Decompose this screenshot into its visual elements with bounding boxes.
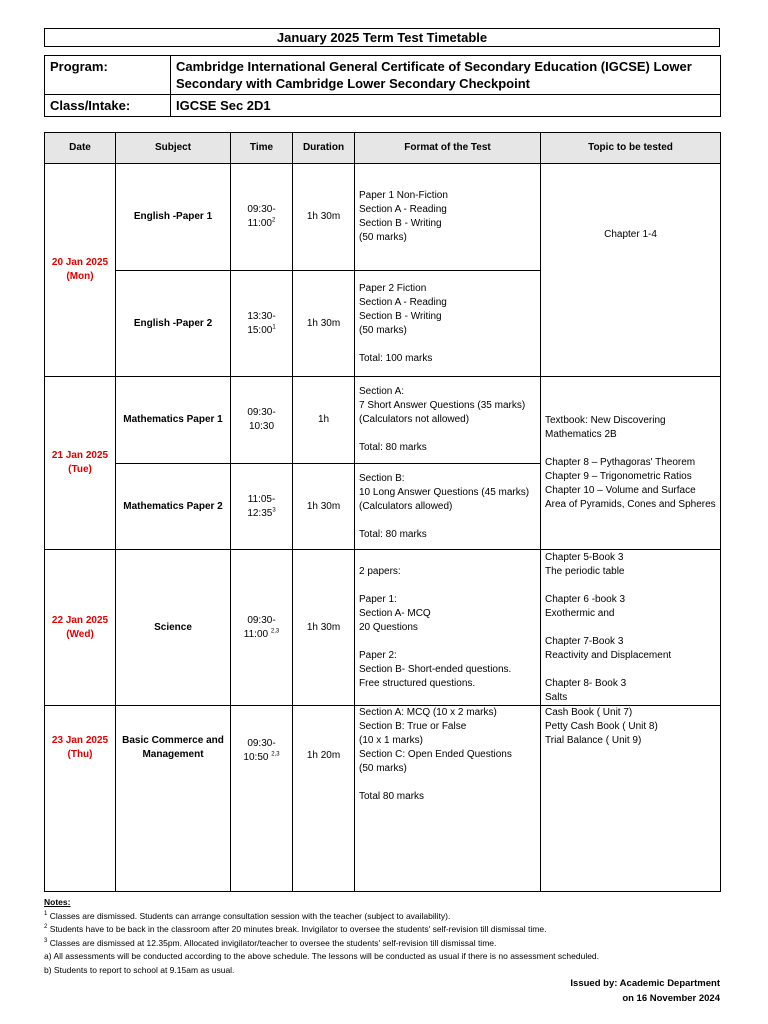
- time-cell: [231, 464, 293, 550]
- time-end: 12:35: [247, 507, 273, 519]
- note-b: b) Students to report to school at 9.15am as usual.: [44, 964, 235, 975]
- date-cell: [45, 550, 116, 706]
- day-text: (Wed): [66, 628, 94, 640]
- header-row: [45, 133, 721, 164]
- date-text: 22 Jan 2025: [51, 614, 109, 626]
- time-cell: [231, 706, 293, 892]
- date-text: 21 Jan 2025: [51, 450, 109, 461]
- topic-cell: Chapter 1-4: [541, 164, 721, 377]
- table-row: [45, 550, 721, 706]
- issued-block: [570, 976, 720, 1006]
- time-end: 11:00: [247, 218, 272, 229]
- note-2-marker: 2: [44, 924, 48, 931]
- topic-cell: Chapter 5-Book 3 The periodic table Chapter 6 -book 3 Exothermic and Chapter 7-Book 3 Reactivity and Displacement Chapter 8- Book 3 Salts: [541, 550, 721, 706]
- time-cell: [231, 550, 293, 706]
- note-a: a) All assessments will be conducted according to the above schedule. The lessons will be conducted as usual if there is no assessment scheduled.: [44, 951, 600, 961]
- time-end: 15:00: [247, 324, 273, 336]
- table-row: [45, 706, 721, 892]
- time-start: 09:30-: [247, 614, 276, 626]
- subject-cell: Mathematics Paper 2: [116, 464, 231, 550]
- time-start: 09:30-: [247, 407, 276, 418]
- class-row: [45, 95, 721, 117]
- time-footnote-ref: 3: [272, 507, 276, 514]
- header-date: Date: [45, 133, 116, 164]
- time-footnote-ref: 2,3: [271, 751, 280, 758]
- subject-cell: Mathematics Paper 1: [116, 377, 231, 464]
- page-title: January 2025 Term Test Timetable: [44, 28, 720, 47]
- subject-cell: English -Paper 2: [116, 271, 231, 377]
- issued-by: Issued by: Academic Department: [570, 978, 720, 989]
- note-1-text: Classes are dismissed. Students can arrange consultation session with the teacher (subject to availability).: [47, 910, 451, 921]
- timetable: [44, 132, 721, 892]
- subject-cell: Basic Commerce and Management: [116, 706, 231, 892]
- duration-cell: 1h 30m: [293, 550, 355, 706]
- note-2: [44, 923, 724, 937]
- note-2-text: Students have to be back in the classroom after 20 minutes break. Invigilator to oversee the students' self-revision till dismissal time.: [47, 924, 547, 934]
- header-time: Time: [231, 133, 293, 164]
- time-cell: [231, 164, 293, 271]
- topic-cell: Textbook: New Discovering Mathematics 2B Chapter 8 – Pythagoras' Theorem Chapter 9 – Trigonometric Ratios Chapter 10 – Volume and Surface Area of Pyramids, Cones and Spheres: [541, 377, 721, 550]
- time-start: 09:30-: [247, 738, 276, 749]
- note-1: [44, 910, 724, 924]
- duration-cell: 1h 30m: [293, 164, 355, 271]
- format-cell: Paper 1 Non-Fiction Section A - Reading Section B - Writing (50 marks): [355, 164, 541, 271]
- day-text: (Thu): [67, 749, 93, 760]
- time-start: 13:30-: [247, 310, 276, 322]
- program-row: [45, 56, 721, 95]
- format-cell: 2 papers: Paper 1: Section A- MCQ 20 Questions Paper 2: Section B- Short-ended questions. Free structured questions.: [355, 550, 541, 706]
- program-label: Program:: [45, 56, 171, 95]
- time-footnote-ref: 2: [271, 217, 276, 224]
- format-cell: Paper 2 Fiction Section A - Reading Section B - Writing (50 marks) Total: 100 marks: [355, 271, 541, 377]
- note-1-marker: 1: [44, 910, 48, 917]
- table-row: [45, 377, 721, 464]
- day-text: (Mon): [66, 271, 94, 282]
- subject-cell: English -Paper 1: [116, 164, 231, 271]
- duration-cell: 1h 30m: [293, 464, 355, 550]
- note-3-text: Classes are dismissed at 12.35pm. Allocated invigilator/teacher to oversee the students' self-revision till dismissal time.: [47, 937, 497, 948]
- date-text: 20 Jan 2025: [51, 257, 109, 268]
- notes-section: [44, 896, 724, 977]
- duration-cell: 1h 20m: [293, 706, 355, 892]
- program-value: Cambridge International General Certificate of Secondary Education (IGCSE) Lower Secondary with Cambridge Lower Secondary Checkpoint: [171, 56, 721, 95]
- duration-cell: 1h 30m: [293, 271, 355, 377]
- notes-heading: Notes:: [44, 897, 71, 907]
- time-end: 10:50: [243, 752, 272, 763]
- time-cell: [231, 377, 293, 464]
- date-cell: [45, 377, 116, 550]
- date-cell: [45, 164, 116, 377]
- table-row: [45, 164, 721, 271]
- format-cell: Section A: MCQ (10 x 2 marks) Section B: True or False (10 x 1 marks) Section C: Open Ended Questions (50 marks) Total 80 marks: [355, 706, 541, 892]
- issued-date: on 16 November 2024: [622, 993, 720, 1004]
- header-format: Format of the Test: [355, 133, 541, 164]
- date-text: 23 Jan 2025: [51, 735, 109, 746]
- subject-cell: Science: [116, 550, 231, 706]
- duration-cell: 1h: [293, 377, 355, 464]
- time-start: 11:05-: [247, 493, 276, 505]
- topic-cell: Cash Book ( Unit 7) Petty Cash Book ( Unit 8) Trial Balance ( Unit 9): [541, 706, 721, 892]
- time-cell: [231, 271, 293, 377]
- time-start: 09:30-: [247, 204, 276, 215]
- header-duration: Duration: [293, 133, 355, 164]
- note-3: [44, 937, 724, 951]
- time-footnote-ref: 1: [272, 324, 276, 331]
- class-label: Class/Intake:: [45, 95, 171, 117]
- day-text: (Tue): [68, 464, 92, 475]
- date-cell: [45, 706, 116, 892]
- time-end: 11:00: [243, 628, 271, 640]
- time-footnote-ref: 2,3: [270, 628, 280, 635]
- header-topic: Topic to be tested: [541, 133, 721, 164]
- header-subject: Subject: [116, 133, 231, 164]
- format-cell: Section B: 10 Long Answer Questions (45 marks) (Calculators allowed) Total: 80 marks: [355, 464, 541, 550]
- note-3-marker: 3: [44, 937, 48, 944]
- format-cell: Section A: 7 Short Answer Questions (35 marks) (Calculators not allowed) Total: 80 marks: [355, 377, 541, 464]
- time-end: 10:30: [248, 421, 275, 432]
- program-info-table: [44, 55, 721, 117]
- class-value: IGCSE Sec 2D1: [171, 95, 721, 117]
